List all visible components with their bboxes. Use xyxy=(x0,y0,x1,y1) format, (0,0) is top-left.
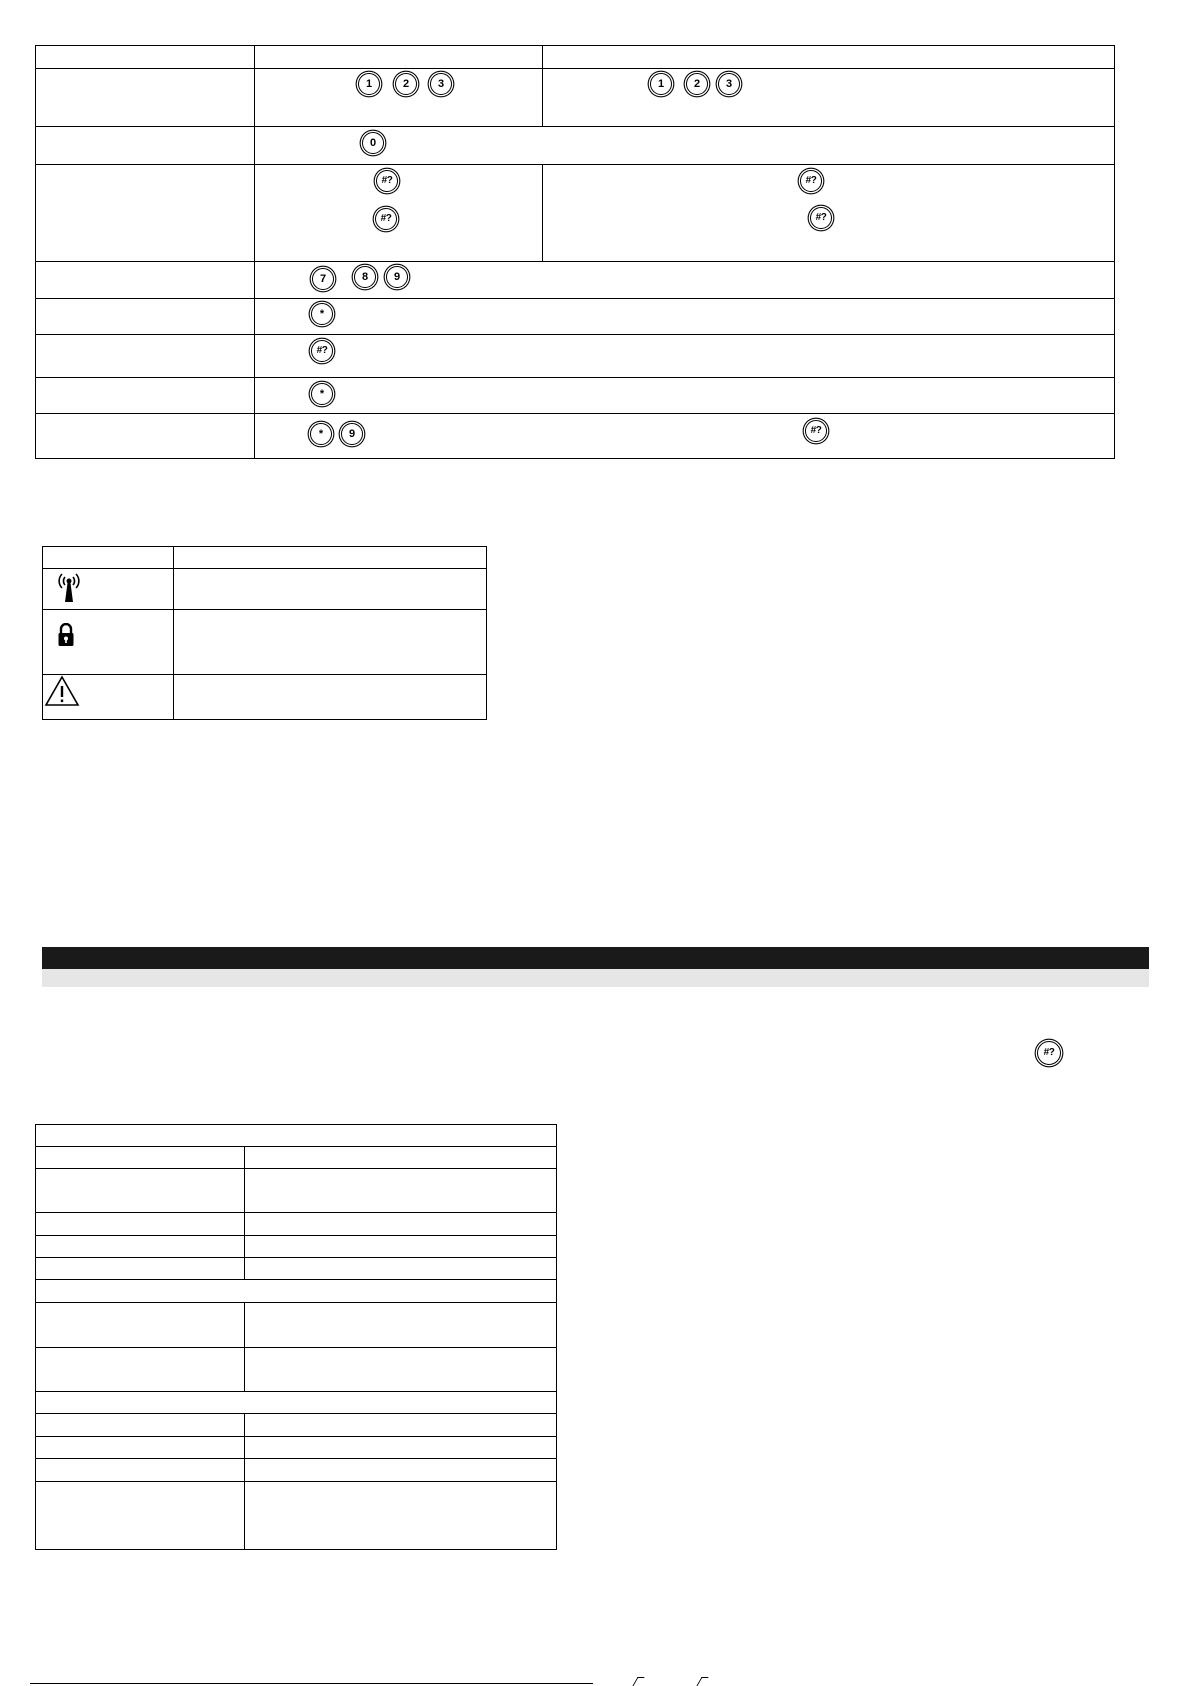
antenna-icon xyxy=(56,570,82,604)
table-row-divider xyxy=(35,1458,557,1459)
table-row-divider xyxy=(35,1235,557,1236)
table-col-divider xyxy=(244,1302,245,1391)
key-star-icon: * xyxy=(311,383,333,405)
table-col-divider xyxy=(244,1413,245,1550)
table-row-divider xyxy=(35,334,1115,335)
table-row-divider xyxy=(35,1168,557,1169)
table-row-divider xyxy=(35,1212,557,1213)
key-0-icon: 0 xyxy=(362,132,384,154)
key-9-icon: 9 xyxy=(386,266,408,288)
table-row-divider xyxy=(35,126,1115,127)
spec-table xyxy=(35,1124,557,1550)
key-3-icon: 3 xyxy=(718,73,740,95)
section-header-bar xyxy=(42,947,1149,969)
key-8-icon: 8 xyxy=(354,266,376,288)
table-row-divider xyxy=(35,1391,557,1392)
table-row-divider xyxy=(35,261,1115,262)
key-hash-icon: #? xyxy=(810,207,832,229)
table-row-divider xyxy=(35,1257,557,1258)
footer-rule xyxy=(30,1683,593,1684)
table-col-divider xyxy=(542,68,543,126)
key-9-icon: 9 xyxy=(341,423,363,445)
key-hash-icon: #? xyxy=(311,340,333,362)
table-row-divider xyxy=(35,1347,557,1348)
table-row-divider xyxy=(35,1413,557,1414)
table-row-divider xyxy=(35,413,1115,414)
lock-icon xyxy=(57,623,75,647)
key-star-icon: * xyxy=(310,423,332,445)
table-row-divider xyxy=(35,1146,557,1147)
table-row-divider xyxy=(35,68,1115,69)
table-row-divider xyxy=(35,1279,557,1280)
table-row-divider xyxy=(42,568,487,569)
key-1-icon: 1 xyxy=(358,73,380,95)
key-7-icon: 7 xyxy=(312,268,334,290)
table-col-divider xyxy=(254,45,255,459)
section-subheader-bar xyxy=(42,969,1149,987)
table-row-divider xyxy=(35,1302,557,1303)
key-star-icon: * xyxy=(311,303,333,325)
key-1-icon: 1 xyxy=(650,73,672,95)
table-col-divider xyxy=(542,45,543,68)
warning-icon xyxy=(44,674,80,708)
key-hash-icon: #? xyxy=(1037,1041,1061,1065)
table-col-divider xyxy=(244,1146,245,1279)
key-hash-icon: #? xyxy=(800,170,822,192)
table-row-divider xyxy=(35,298,1115,299)
table-row-divider xyxy=(35,377,1115,378)
table-row-divider xyxy=(42,609,487,610)
key-hash-icon: #? xyxy=(376,170,398,192)
key-hash-icon: #? xyxy=(805,420,827,442)
table-row-divider xyxy=(35,1481,557,1482)
table-row-divider xyxy=(35,1436,557,1437)
table-col-divider xyxy=(542,164,543,261)
key-3-icon: 3 xyxy=(430,73,452,95)
icon-legend-table xyxy=(42,546,487,720)
table-row-divider xyxy=(35,164,1115,165)
table-col-divider xyxy=(173,546,174,720)
key-hash-icon: #? xyxy=(375,208,397,230)
key-2-icon: 2 xyxy=(686,73,708,95)
keypad-table xyxy=(35,45,1115,459)
key-2-icon: 2 xyxy=(395,73,417,95)
table-row-divider xyxy=(42,674,487,675)
